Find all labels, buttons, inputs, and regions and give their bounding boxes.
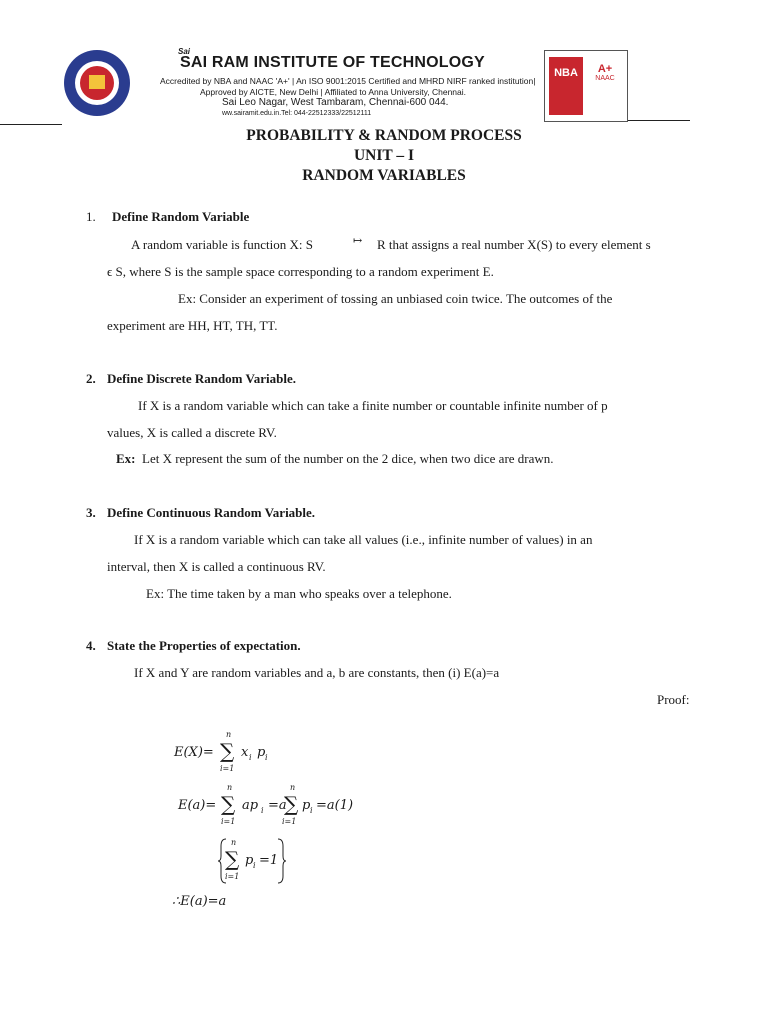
header-rule-left xyxy=(0,124,62,125)
q3-line3: Ex: The time taken by a man who speaks over a telephone. xyxy=(146,586,452,601)
eq3-sum-bot: i=1 xyxy=(225,872,240,881)
eq3-end: =1 xyxy=(259,853,279,868)
topic-title: RANDOM VARIABLES xyxy=(302,167,466,184)
eq2-ap-sub: i xyxy=(261,806,264,815)
q3-line2: interval, then X is called a continuous RV. xyxy=(107,559,326,574)
eq1-sum-top: n xyxy=(226,730,232,739)
accreditation-badges xyxy=(544,50,628,122)
accreditation-line: Accredited by NBA and NAAC 'A+' | An ISO 9001:2015 Certified and MHRD NIRF ranked institution| xyxy=(160,76,536,86)
eq2-sum2-top: n xyxy=(290,783,296,792)
eq2-end: =a(1) xyxy=(316,798,354,813)
eq2-p: p xyxy=(302,798,311,813)
q4-title: State the Properties of expectation. xyxy=(107,638,301,653)
contact-line: ww.sairamit.edu.in.Tel: 044-22512333/22512111 xyxy=(222,110,372,117)
eq1-sum-bot: i=1 xyxy=(220,764,235,773)
header-sai: Sai xyxy=(178,47,191,56)
eq1-p-sub: i xyxy=(265,753,268,762)
maps-to-symbol: ↦ xyxy=(353,235,363,247)
eq2-sum1-bot: i=1 xyxy=(221,817,236,826)
q1-title: Define Random Variable xyxy=(112,209,250,224)
institute-logo xyxy=(62,48,132,118)
eq3-p-sub: i xyxy=(253,861,256,870)
q2-number: 2. xyxy=(86,371,96,386)
eq1-x: x xyxy=(241,745,249,760)
q2-example-label: Ex: xyxy=(116,451,136,466)
approval-line: Approved by AICTE, New Delhi | Affiliated to Anna University, Chennai. xyxy=(200,87,467,97)
eq2-lhs: E(a)= xyxy=(178,798,217,813)
eq2-sum2-bot: i=1 xyxy=(282,817,297,826)
naac-logo: A+ NAAC xyxy=(595,63,615,82)
eq1-sigma: ∑ xyxy=(220,739,235,763)
eq2-ap: ap xyxy=(242,798,259,813)
q1-line1b: R that assigns a real number X(S) to every element s xyxy=(377,237,651,252)
eq2-p-sub: i xyxy=(310,806,313,815)
eq2-equals-a: =a xyxy=(268,798,287,813)
nba-logo: NBA xyxy=(549,57,583,115)
q1-line1a: A random variable is function X: S xyxy=(131,237,313,252)
eq2-sigma2: ∑ xyxy=(284,792,299,816)
q3-title: Define Continuous Random Variable. xyxy=(107,505,316,520)
q2-line2: values, X is called a discrete RV. xyxy=(107,425,277,440)
equation-expectation xyxy=(174,730,284,776)
q3-line1: If X is a random variable which can take all values (i.e., infinite number of values) in an xyxy=(134,532,593,547)
proof-label: Proof: xyxy=(657,692,690,707)
eq1-p: p xyxy=(257,745,266,760)
q2-line1: If X is a random variable which can take a finite number or countable infinite number of p xyxy=(138,398,608,413)
unit-title: UNIT – I xyxy=(353,147,414,164)
eq2-sigma1: ∑ xyxy=(221,792,236,816)
equation-sum-probabilities xyxy=(218,836,298,886)
institute-name: SAI RAM INSTITUTE OF TECHNOLOGY xyxy=(180,54,485,71)
eq3-p: p xyxy=(245,853,254,868)
address-line: Sai Leo Nagar, West Tambaram, Chennai-600 044. xyxy=(222,97,449,108)
eq3-sum-top: n xyxy=(231,838,237,847)
equation-conclusion: ∴E(a)=a xyxy=(172,894,227,909)
q4-number: 4. xyxy=(86,638,96,653)
equation-constant xyxy=(178,783,378,829)
q2-line3: Let X represent the sum of the number on the 2 dice, when two dice are drawn. xyxy=(142,451,554,466)
eq2-sum1-top: n xyxy=(227,783,233,792)
q4-line1: If X and Y are random variables and a, b are constants, then (i) E(a)=a xyxy=(134,665,500,680)
eq1-x-sub: i xyxy=(249,753,252,762)
subject-title: PROBABILITY & RANDOM PROCESS xyxy=(246,127,522,144)
q1-line4: experiment are HH, HT, TH, TT. xyxy=(107,318,278,333)
q1-line2: ϵ S, where S is the sample space corresponding to a random experiment E. xyxy=(107,264,494,279)
header-rule-right xyxy=(628,120,690,121)
eq1-lhs: E(X)= xyxy=(174,745,214,760)
eq3-sigma: ∑ xyxy=(225,847,240,871)
q1-line3: Ex: Consider an experiment of tossing an unbiased coin twice. The outcomes of the xyxy=(178,291,613,306)
q2-title: Define Discrete Random Variable. xyxy=(107,371,296,386)
q1-number: 1. xyxy=(86,209,96,224)
q3-number: 3. xyxy=(86,505,96,520)
